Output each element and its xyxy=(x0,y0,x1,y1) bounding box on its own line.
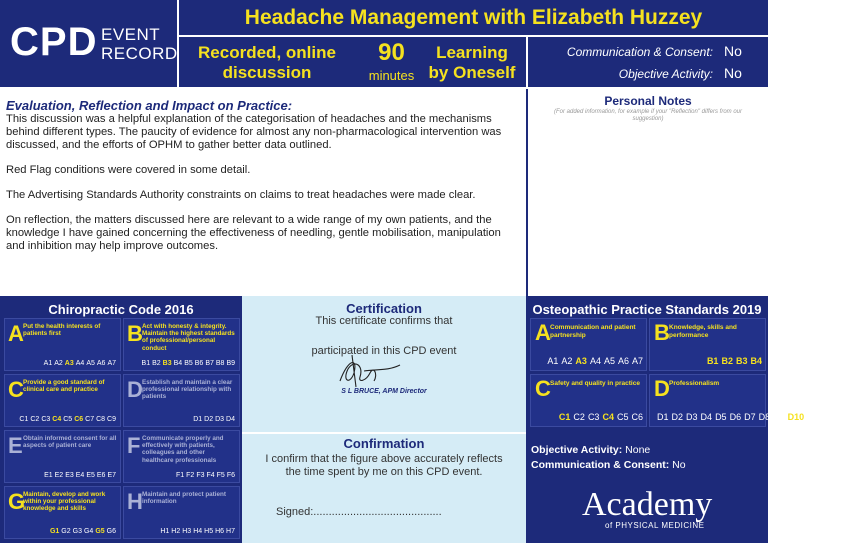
osteo-standard-codes xyxy=(535,412,643,423)
header-objective-label: Objective Activity: xyxy=(618,67,713,81)
chiro-standard-description: Maintain, develop and work within your professional knowledge and skills xyxy=(23,491,106,513)
chiro-standard-h xyxy=(123,486,240,539)
code-h6: H6 xyxy=(215,528,225,535)
chiro-standard-letter: G xyxy=(8,489,26,514)
osteo-standard-codes xyxy=(535,356,643,367)
confirmation-heading: Confirmation xyxy=(343,436,425,451)
code-a4: A4 xyxy=(589,356,601,366)
reflection-paragraph: This discussion was a helpful explanation of the categorisation of headaches and the mechanisms behind different types. The paucity of evidence for almost any non-pharmacological intervention was discussed, and the efforts of OPHM to gather better data outlined. xyxy=(6,113,502,151)
signature-line: Signed:.......................................... xyxy=(276,506,442,518)
osteo-standard-d xyxy=(649,374,843,427)
code-b4: B4 xyxy=(173,360,183,367)
code-c1: C1 xyxy=(19,416,29,423)
objective-activity-value: None xyxy=(625,444,651,456)
code-e1: E1 xyxy=(44,472,53,479)
code-c2: C2 xyxy=(30,416,40,423)
chiro-standard-b xyxy=(123,318,240,371)
osteo-standard-description: Professionalism xyxy=(669,380,720,387)
signatory-name: S L BRUCE, APM Director xyxy=(341,388,427,395)
code-d3: D3 xyxy=(215,416,225,423)
code-d7: D7 xyxy=(744,412,756,422)
code-b6: B6 xyxy=(194,360,204,367)
personal-notes-heading: Personal Notes xyxy=(604,94,692,108)
code-b4: B4 xyxy=(750,356,762,366)
title-bar xyxy=(179,0,768,36)
osteo-standard-codes xyxy=(654,412,843,423)
code-b7: B7 xyxy=(205,360,214,367)
osteo-standard-c xyxy=(530,374,647,427)
code-d2: D2 xyxy=(671,412,684,422)
code-a5: A5 xyxy=(86,360,95,367)
event-label: EVENT xyxy=(101,25,161,44)
code-b1: B1 xyxy=(141,360,151,367)
code-e3: E3 xyxy=(65,472,74,479)
code-f3: F3 xyxy=(196,472,205,479)
code-c4: C4 xyxy=(52,416,62,423)
code-g3: G3 xyxy=(72,528,82,535)
code-b2: B2 xyxy=(721,356,733,366)
code-d12: D12 xyxy=(826,412,843,422)
event-format xyxy=(183,43,351,83)
code-e6: E6 xyxy=(96,472,106,479)
code-a4: A4 xyxy=(75,360,85,367)
code-d4: D4 xyxy=(226,416,235,423)
code-b3: B3 xyxy=(162,360,172,367)
chiro-standard-codes xyxy=(42,360,116,367)
code-e7: E7 xyxy=(107,472,116,479)
cpd-label: CPD xyxy=(10,20,98,64)
code-c7: C7 xyxy=(85,416,95,423)
record-label: RECORD xyxy=(101,44,178,63)
code-f4: F4 xyxy=(206,472,215,479)
chiro-standard-letter: F xyxy=(127,433,141,458)
code-f1: F1 xyxy=(175,472,185,479)
chiro-standard-description: Act with honesty & integrity. Maintain the highest standards of professional/personal conduct xyxy=(142,323,235,352)
chiro-standard-codes xyxy=(140,360,235,367)
code-a2: A2 xyxy=(561,356,573,366)
osteo-standard-codes xyxy=(654,356,762,367)
code-a7: A7 xyxy=(107,360,116,367)
certification-panel xyxy=(242,296,526,543)
chiro-standard-codes xyxy=(174,472,235,479)
page-title: Headache Management with Elizabeth Huzzey xyxy=(244,5,703,29)
chiro-standard-letter: A xyxy=(8,321,24,346)
code-g6: G6 xyxy=(106,528,116,535)
code-d3: D3 xyxy=(686,412,698,422)
learning-type xyxy=(421,43,523,83)
code-d4: D4 xyxy=(700,412,713,422)
code-a6: A6 xyxy=(96,360,106,367)
code-a2: A2 xyxy=(54,360,63,367)
code-h4: H4 xyxy=(193,528,203,535)
communication-consent-row xyxy=(531,459,686,471)
osteo-standard-letter: C xyxy=(535,376,551,401)
chiro-standard-description: Obtain informed consent for all aspects of patient care xyxy=(23,435,117,450)
chiro-standard-codes xyxy=(17,416,116,423)
code-c9: C9 xyxy=(107,416,116,423)
code-a5: A5 xyxy=(603,356,615,366)
header-activity-flags xyxy=(527,37,768,88)
header-communication-value: No xyxy=(724,43,742,59)
code-h1: H1 xyxy=(160,528,170,535)
chiro-standard-e xyxy=(4,430,121,483)
code-g5: G5 xyxy=(95,528,105,535)
chiro-standard-f xyxy=(123,430,240,483)
chiro-standard-letter: D xyxy=(127,377,143,402)
code-c5: C5 xyxy=(616,412,629,422)
chiro-standard-a xyxy=(4,318,121,371)
code-c6: C6 xyxy=(631,412,643,422)
code-d1: D1 xyxy=(657,412,669,422)
osteo-standard-a xyxy=(530,318,647,371)
code-c8: C8 xyxy=(96,416,106,423)
objective-activity-row xyxy=(531,444,650,456)
personal-notes-panel xyxy=(526,89,768,296)
communication-consent-value: No xyxy=(672,459,686,471)
osteo-standard-b xyxy=(649,318,766,371)
chiro-standard-description: Provide a good standard of clinical care and practice xyxy=(23,379,105,394)
chiro-standard-codes xyxy=(158,528,235,535)
chiro-standard-description: Communicate properly and effectively with patients, colleagues and other healthcare professionals xyxy=(142,435,224,464)
code-e4: E4 xyxy=(75,472,85,479)
code-b5: B5 xyxy=(184,360,193,367)
code-d9: D9 xyxy=(773,412,785,422)
objective-activity-label: Objective Activity: xyxy=(531,444,623,456)
code-e2: E2 xyxy=(54,472,64,479)
code-f6: F6 xyxy=(226,472,235,479)
code-c6: C6 xyxy=(74,416,84,423)
event-info-bar xyxy=(179,37,526,88)
chiro-standard-codes xyxy=(191,416,235,423)
code-d2: D2 xyxy=(204,416,214,423)
communication-consent-label: Communication & Consent: xyxy=(531,459,670,471)
chiro-standard-d xyxy=(123,374,240,427)
osteo-standard-letter: A xyxy=(535,320,551,345)
code-b9: B9 xyxy=(226,360,235,367)
reflection-section xyxy=(0,89,526,296)
code-a6: A6 xyxy=(617,356,629,366)
chiropractic-code-panel xyxy=(0,296,242,543)
code-d1: D1 xyxy=(193,416,203,423)
personal-notes-subtext: (For added information, for example if your "Reflection" differs from our suggestion) xyxy=(553,109,742,122)
certification-heading: Certification xyxy=(346,301,422,316)
director-signature xyxy=(330,351,410,391)
chiro-standard-description: Establish and maintain a clear professional relationship with patients xyxy=(142,379,233,401)
chiro-standard-letter: B xyxy=(127,321,143,346)
header-communication-label: Communication & Consent: xyxy=(566,45,713,59)
chiro-standard-c xyxy=(4,374,121,427)
code-g4: G4 xyxy=(83,528,94,535)
code-c4: C4 xyxy=(602,412,614,422)
cpd-event-record-logo xyxy=(0,0,178,88)
header-objective-value: No xyxy=(724,65,742,81)
code-e5: E5 xyxy=(86,472,95,479)
code-c2: C2 xyxy=(573,412,585,422)
code-d5: D5 xyxy=(715,412,727,422)
code-f2: F2 xyxy=(186,472,195,479)
learning-type-line1: Learning xyxy=(436,43,508,62)
chiro-standard-g xyxy=(4,486,121,539)
chiro-standard-description: Maintain and protect patient information xyxy=(142,491,226,506)
osteo-standard-description: Safety and quality in practice xyxy=(550,380,640,387)
reflection-paragraph: Red Flag conditions were covered in some detail. xyxy=(6,164,251,176)
chiro-standard-codes xyxy=(48,528,116,535)
certification-text: This certificate confirms that xyxy=(315,315,453,327)
code-a3: A3 xyxy=(575,356,587,366)
code-a1: A1 xyxy=(43,360,53,367)
chiro-standard-letter: E xyxy=(8,433,23,458)
chiro-standard-codes xyxy=(42,472,116,479)
code-d11: D11 xyxy=(807,412,823,422)
minutes-label: minutes xyxy=(368,68,415,83)
code-a3: A3 xyxy=(64,360,74,367)
code-c3: C3 xyxy=(587,412,600,422)
code-b2: B2 xyxy=(152,360,161,367)
reflection-paragraph: On reflection, the matters discussed here are relevant to a wide range of my own patients, and the knowledge I have gained concerning the effectiveness of needling, gentle mobilisation, manipulation and inhibition may help improve outcomes. xyxy=(6,214,501,252)
code-d10: D10 xyxy=(787,412,805,422)
code-h5: H5 xyxy=(204,528,214,535)
code-a1: A1 xyxy=(547,356,559,366)
code-h3: H3 xyxy=(182,528,192,535)
code-c3: C3 xyxy=(41,416,51,423)
minutes-value: 90 xyxy=(378,39,405,66)
chiropractic-code-heading: Chiropractic Code 2016 xyxy=(48,302,194,317)
reflection-heading: Evaluation, Reflection and Impact on Practice: xyxy=(6,98,293,113)
code-g1: G1 xyxy=(49,528,60,535)
code-d6: D6 xyxy=(729,412,742,422)
code-a7: A7 xyxy=(631,356,643,366)
academy-logo-subtext: of PHYSICAL MEDICINE xyxy=(605,521,705,530)
learning-type-line2: by Oneself xyxy=(428,63,516,82)
reflection-paragraph: The Advertising Standards Authority constraints on claims to treat headaches were made clear. xyxy=(6,189,476,201)
osteopathic-standards-heading: Osteopathic Practice Standards 2019 xyxy=(532,302,762,317)
osteo-standard-description: Communication and patient partnership xyxy=(550,324,636,339)
osteopathic-standards-panel xyxy=(526,296,843,543)
osteo-standard-letter: B xyxy=(654,320,670,345)
participated-text: participated in this CPD event xyxy=(311,345,457,357)
osteo-standard-description: Knowledge, skills and performance xyxy=(669,324,737,339)
code-b3: B3 xyxy=(735,356,748,366)
code-h7: H7 xyxy=(226,528,235,535)
code-h2: H2 xyxy=(171,528,181,535)
chiro-standard-description: Put the health interests of patients first xyxy=(23,323,101,338)
event-format-line1: Recorded, online xyxy=(198,43,336,62)
code-b8: B8 xyxy=(215,360,225,367)
code-d8: D8 xyxy=(758,412,771,422)
code-g2: G2 xyxy=(61,528,71,535)
confirmation-text: I confirm that the figure above accurately reflects the time spent by me on this CPD event. xyxy=(265,453,503,478)
chiro-standard-letter: H xyxy=(127,489,143,514)
section-divider xyxy=(242,432,526,434)
code-b1: B1 xyxy=(706,356,719,366)
event-format-line2: discussion xyxy=(222,63,312,82)
academy-logo-text: Academy xyxy=(582,486,713,523)
code-c5: C5 xyxy=(63,416,73,423)
chiro-standard-letter: C xyxy=(8,377,24,402)
osteo-standard-letter: D xyxy=(654,376,670,401)
code-c1: C1 xyxy=(558,412,571,422)
code-f5: F5 xyxy=(216,472,225,479)
